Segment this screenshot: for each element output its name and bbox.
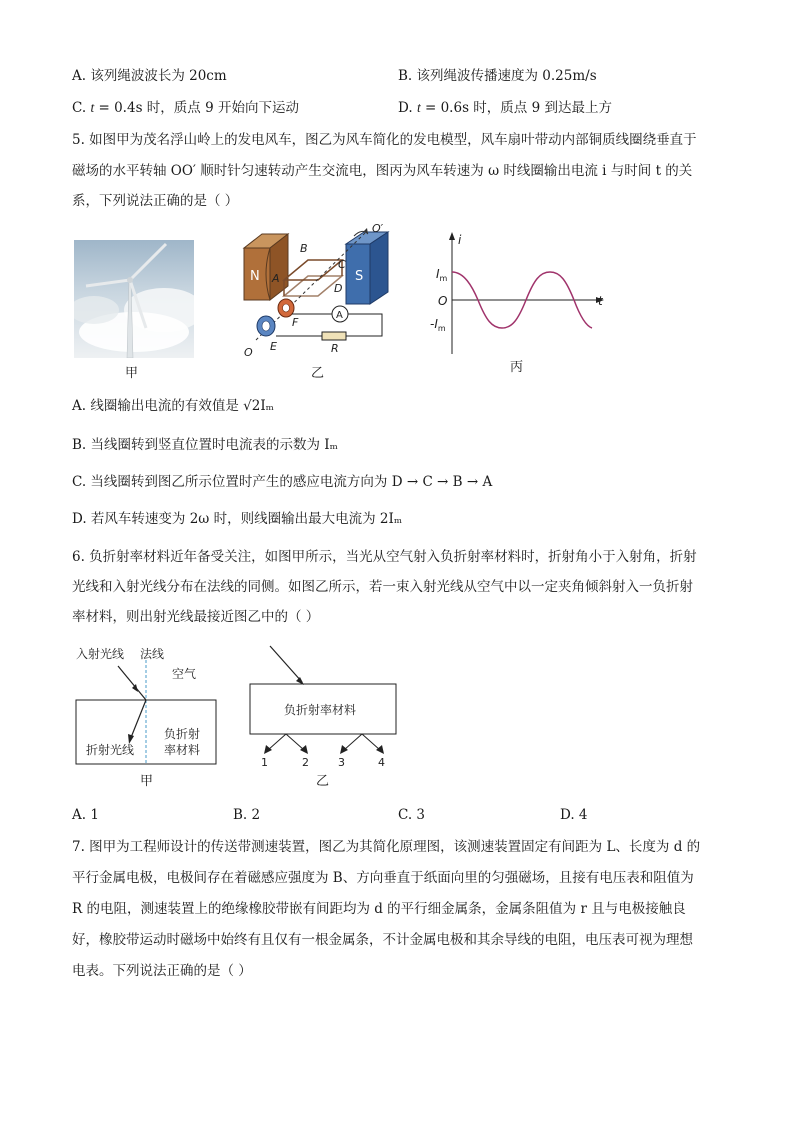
q5-option-d: D. 若风车转速变为 2ω 时，则线圈输出最大电流为 2Iₘ <box>72 511 403 527</box>
q5-stem-line2: 磁场的水平转轴 OO′ 顺时针匀速转动产生交流电，图丙为风车转速为 ω 时线圈输出电流 i 与时间 t 的关 <box>72 163 693 179</box>
air-label: 空气 <box>172 667 197 681</box>
q6-option-d: D. 4 <box>560 807 588 823</box>
q5-stem-line1: 5. 如图甲为茂名浮山岭上的发电风车，图乙为风车简化的发电模型，风车扇叶带动内部铜质线圈绕垂直于 <box>72 132 697 148</box>
axis-o-prime-label: O′ <box>372 222 384 235</box>
ammeter-label: A <box>336 310 343 321</box>
incident-ray-label: 入射光线 <box>76 647 125 661</box>
ray-1-label: 1 <box>261 756 268 769</box>
im-label: $I_m$ <box>436 267 448 283</box>
q7-line1: 7. 图甲为工程师设计的传送带测速装置，图乙为其简化原理图，该测速装置固定有间距为 L、长度为 d 的 <box>72 839 701 855</box>
brush-f-label: F <box>292 316 299 329</box>
q6-stem-line2: 光线和入射光线分布在法线的同侧。如图乙所示，若一束入射光线从空气中以一定夹角倾斜射入一负折射 <box>72 579 693 595</box>
refracted-ray-label: 折射光线 <box>86 743 135 757</box>
q5-option-a: A. 线圈输出电流的有效值是 √2Iₘ <box>72 398 274 414</box>
wind-turbine-photo <box>74 240 194 358</box>
q7-line5: 电表。下列说法正确的是（ ） <box>72 963 252 979</box>
material-label: 负折射率材料 <box>284 703 357 717</box>
normal-label: 法线 <box>140 647 165 661</box>
q4-option-c: C. t = 0.4s 时，质点 9 开始向下运动 <box>72 100 299 116</box>
coil-b-label: B <box>300 242 308 255</box>
q6-option-c: C. 3 <box>398 807 426 823</box>
q5-fig-yi-caption: 乙 <box>311 366 325 381</box>
magnet-n-label: N <box>250 269 260 284</box>
q6-option-b: B. 2 <box>233 807 261 823</box>
refraction-diagram-jia <box>72 640 222 770</box>
q5-fig-jia-caption: 甲 <box>125 366 139 381</box>
origin-label: O <box>438 294 448 308</box>
q7-line4: 好，橡胶带运动时磁场中始终有且仅有一根金属条，不计金属电极和其余导线的电阻，电压表可视为理想 <box>72 932 693 948</box>
q7-line3: R 的电阻，测速装置上的绝缘橡胶带嵌有间距均为 d 的平行细金属条，金属条阻值为 r 且与电极接触良 <box>72 901 686 917</box>
coil-d-label: D <box>334 282 343 295</box>
q6-fig-jia-caption: 甲 <box>140 774 154 789</box>
coil-a-label: A <box>272 272 280 285</box>
current-time-graph <box>430 228 610 358</box>
ray-2-label: 2 <box>302 756 309 769</box>
axis-o-label: O <box>244 346 253 359</box>
q4-option-d: D. t = 0.6s 时，质点 9 到达最上方 <box>398 100 612 116</box>
axis-i-label: i <box>458 233 462 247</box>
q5-stem-line3: 系，下列说法正确的是（ ） <box>72 193 239 209</box>
refraction-diagram-yi <box>244 640 414 770</box>
q6-option-a: A. 1 <box>72 807 99 823</box>
ray-4-label: 4 <box>378 756 385 769</box>
magnet-s-label: S <box>355 269 364 284</box>
q6-fig-yi-caption: 乙 <box>316 774 330 789</box>
q5-fig-bing-caption: 丙 <box>510 360 524 375</box>
axis-t-label: t <box>598 294 603 308</box>
q6-stem-line1: 6. 负折射率材料近年备受关注，如图甲所示，当光从空气射入负折射率材料时，折射角小于入射角，折射 <box>72 549 697 565</box>
q5-option-c: C. 当线圈转到图乙所示位置时产生的感应电流方向为 D → C → B → A <box>72 474 493 490</box>
q4-option-b: B. 该列绳波传播速度为 0.25m/s <box>398 68 597 84</box>
neg-im-label: $-I_m$ <box>430 317 446 333</box>
q5-option-b: B. 当线圈转到竖直位置时电流表的示数为 Iₘ <box>72 437 338 453</box>
ray-3-label: 3 <box>338 756 345 769</box>
resistor-r-label: R <box>331 342 339 355</box>
q7-line2: 平行金属电极，电极间存在着磁感应强度为 B、方向垂直于纸面向里的匀强磁场，且接有电压表和阻值为 <box>72 870 694 886</box>
brush-e-label: E <box>270 340 277 353</box>
coil-c-label: C <box>338 258 346 271</box>
generator-diagram <box>236 222 396 362</box>
material-label-2: 率材料 <box>164 743 201 757</box>
material-label-1: 负折射 <box>164 727 201 741</box>
q4-option-a: A. 该列绳波波长为 20cm <box>72 68 227 84</box>
q6-stem-line3: 率材料，则出射光线最接近图乙中的（ ） <box>72 609 320 625</box>
